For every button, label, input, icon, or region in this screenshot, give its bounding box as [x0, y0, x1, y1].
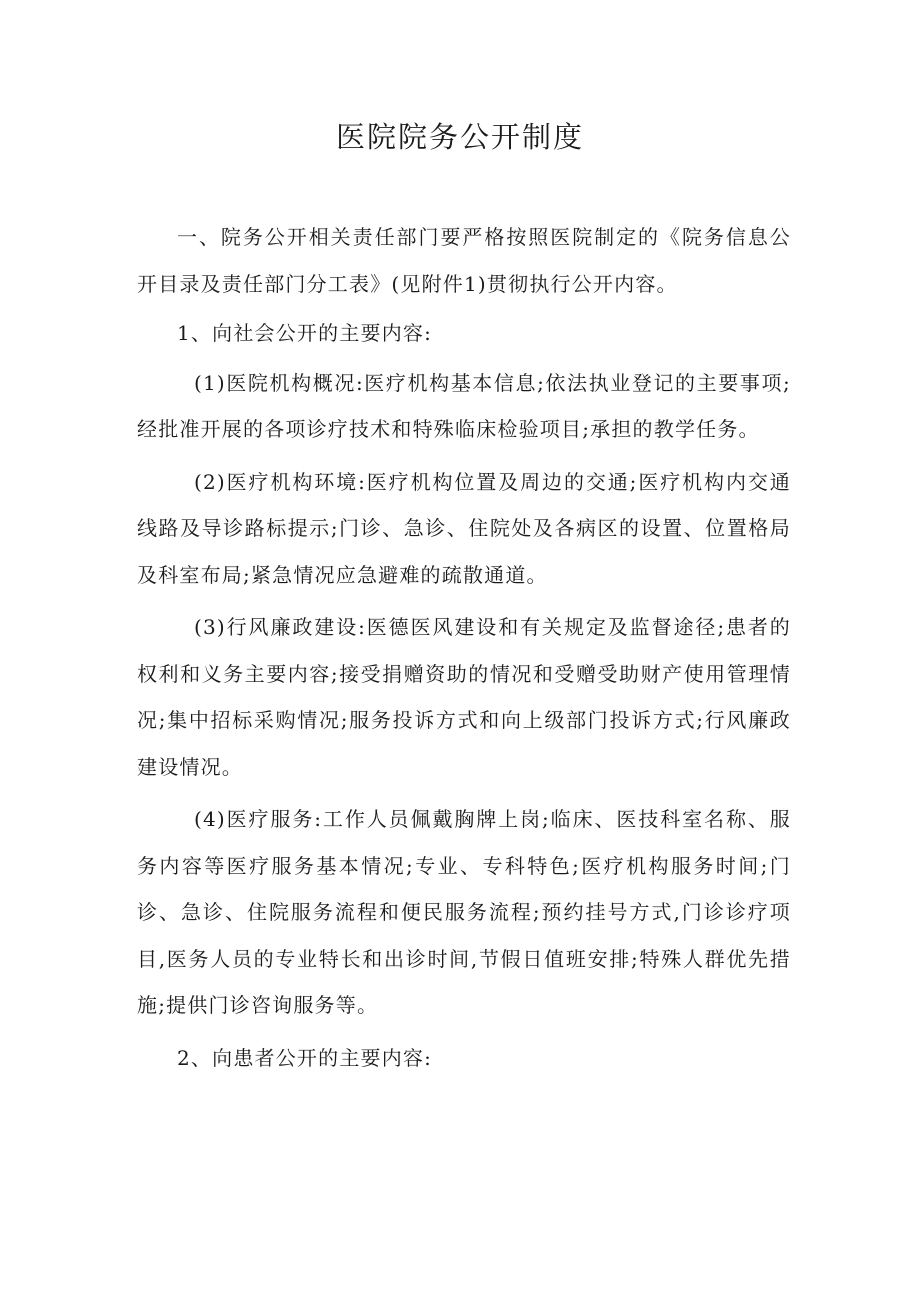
subsection-public-heading: 1、向社会公开的主要内容:: [177, 321, 433, 345]
item-2-institution-environment: (2)医疗机构环境:医疗机构位置及周边的交通;医疗机构内交通线路及导诊路标提示;门诊、急诊、住院处及各病区的设置、位置格局及科室布局;紧急情况应急避难的疏散通道。: [137, 469, 791, 587]
document-title: 医院院务公开制度: [335, 120, 584, 154]
document-body: [137, 214, 791, 1084]
subsection-patient-heading: 2、向患者公开的主要内容:: [177, 1045, 433, 1070]
item-3-integrity-construction: (3)行风廉政建设:医德医风建设和有关规定及监督途径;患者的权利和义务主要内容;接受捐赠资助的情况和受赠受助财产使用管理情况;集中招标采购情况;服务投诉方式和向上级部门投诉方式;行风廉政建设情况。: [137, 615, 791, 779]
section-one-paragraph: 一、院务公开相关责任部门要严格按照医院制定的《院务信息公开目录及责任部门分工表》(见附件1)贯彻执行公开内容。: [137, 225, 791, 296]
item-1-institution-overview: (1)医院机构概况:医疗机构基本信息;依法执业登记的主要事项;经批准开展的各项诊疗技术和特殊临床检验项目;承担的教学任务。: [137, 370, 791, 441]
item-4-medical-services: (4)医疗服务:工作人员佩戴胸牌上岗;临床、医技科室名称、服务内容等医疗服务基本情况;专业、专科特色;医疗机构服务时间;门诊、急诊、住院服务流程和便民服务流程;预约挂号方式,门诊诊疗项目,医务人员的专业特长和出诊时间,节假日值班安排;特殊人群优先措施;提供门诊咨询服务等。: [137, 807, 791, 1017]
